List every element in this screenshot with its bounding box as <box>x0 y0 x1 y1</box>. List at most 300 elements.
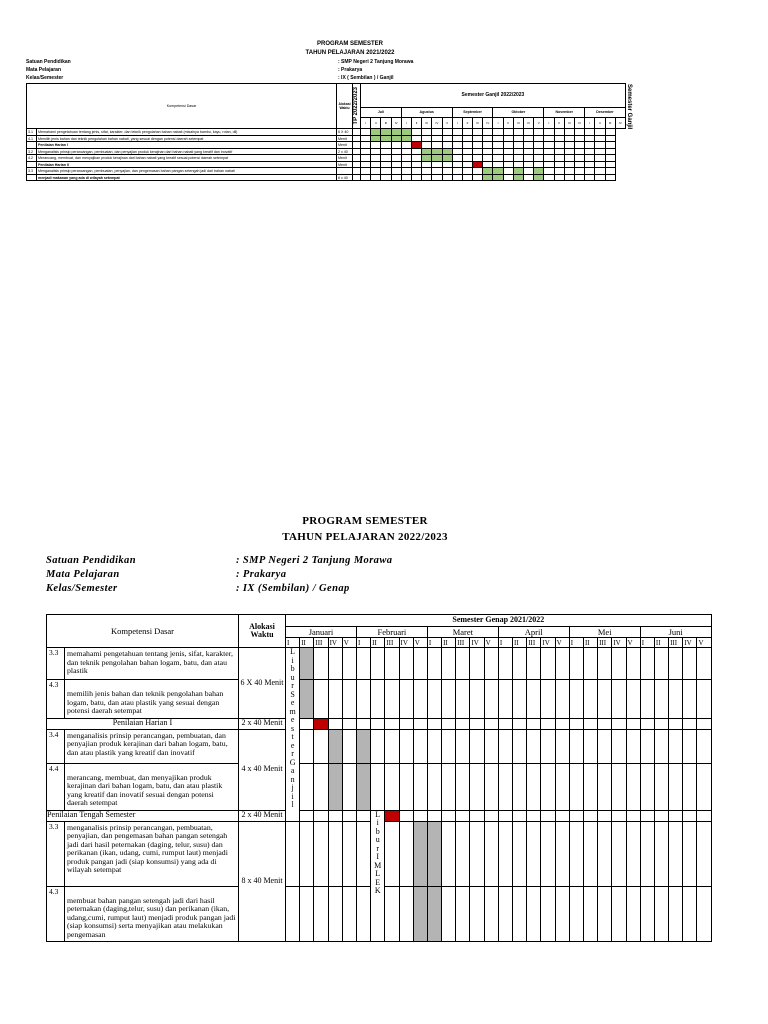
week-cell <box>300 821 314 886</box>
week-cell <box>583 810 597 821</box>
week-cell <box>342 886 356 942</box>
week-cell <box>356 718 370 729</box>
table-row <box>47 729 712 763</box>
week-cell <box>654 886 668 942</box>
week-cell <box>612 886 626 942</box>
week-cell <box>626 718 640 729</box>
top-meta-value: : Prakarya <box>338 67 363 73</box>
kd-number: 3.4 <box>47 729 65 763</box>
week-cell <box>626 680 640 719</box>
top-kd-number: 3.3 <box>27 168 37 175</box>
week-cell <box>683 718 697 729</box>
top-week-cell <box>442 174 452 181</box>
top-meta-value: : SMP Negeri 2 Tanjung Morawa <box>338 59 414 65</box>
week-cell <box>442 718 456 729</box>
week-cell <box>697 718 711 729</box>
kd-text: memilih jenis bahan dan teknik pengolahan bahan logam, batu, dan atau plastik yang sesuai dengan potensi daerah setempat <box>65 680 239 719</box>
week-cell <box>484 821 498 886</box>
week-cell <box>683 648 697 680</box>
week-cell <box>314 648 328 680</box>
week-cell <box>399 648 413 680</box>
week-cell <box>612 763 626 810</box>
top-side-right: Semester Ganjil <box>625 83 632 129</box>
table-row <box>47 718 712 729</box>
top-week-cell <box>513 174 523 181</box>
week-cell <box>697 680 711 719</box>
week-cell <box>654 763 668 810</box>
week-cell <box>683 886 697 942</box>
week-cell <box>314 821 328 886</box>
week-cell <box>513 718 527 729</box>
top-week-label: IV <box>524 118 534 129</box>
week-cell <box>456 886 470 942</box>
week-label: IV <box>612 638 626 648</box>
top-week-cell <box>473 174 483 181</box>
week-cell <box>669 886 683 942</box>
top-week-cell <box>371 174 381 181</box>
week-cell <box>328 821 342 886</box>
top-kd-text: menjadi makanan yang ada di wilayah setempat <box>37 174 337 181</box>
week-cell <box>385 763 399 810</box>
week-cell <box>669 810 683 821</box>
week-cell <box>513 886 527 942</box>
top-week-label: IV <box>574 118 584 129</box>
week-cell <box>286 821 300 886</box>
top-week-cell <box>361 174 371 181</box>
week-cell <box>569 810 583 821</box>
month-april: April <box>498 627 569 638</box>
week-cell <box>654 680 668 719</box>
top-week-label: II <box>371 118 381 129</box>
week-label: III <box>598 638 612 648</box>
week-cell <box>555 886 569 942</box>
top-alokasi: 6 x 40 <box>337 174 353 181</box>
week-cell <box>427 729 441 763</box>
week-cell <box>413 648 427 680</box>
week-cell <box>569 886 583 942</box>
week-cell <box>640 648 654 680</box>
top-side-left: TP 2022/2023 <box>353 87 359 125</box>
week-cell <box>640 718 654 729</box>
week-cell <box>484 763 498 810</box>
top-week-label: III <box>605 118 615 129</box>
top-week-label: II <box>462 118 472 129</box>
top-week-cell <box>524 174 534 181</box>
top-kd-text: Merancang, membuat, dan menyajikan produk kerajinan dari bahan nabati yang kreatif sesuai potensi daerah setempat <box>37 155 337 162</box>
top-week-label: III <box>564 118 574 129</box>
top-week-cell <box>452 174 462 181</box>
top-month: November <box>544 107 585 118</box>
libur-semester-label: L i b u r S e m e s t e r G a n j i l <box>286 648 300 822</box>
week-cell <box>314 886 328 942</box>
bottom-semester-header: Semester Genap 2021/2022 <box>286 615 712 627</box>
week-cell <box>300 886 314 942</box>
week-cell <box>371 729 385 763</box>
week-cell <box>300 810 314 821</box>
week-cell <box>513 680 527 719</box>
week-cell <box>498 729 512 763</box>
week-label: III <box>385 638 399 648</box>
week-cell <box>513 729 527 763</box>
week-cell <box>314 763 328 810</box>
week-cell <box>470 886 484 942</box>
week-label: V <box>342 638 356 648</box>
week-cell <box>470 763 484 810</box>
top-kd-number: 4.2 <box>27 155 37 162</box>
kd-text: merancang, membuat, dan menyajikan produk kerajinan dari bahan logam, batu, dan atau plastik yang kreatif dan inovatif sesuai dengan potensi daerah setempat <box>65 763 239 810</box>
top-week-label: III <box>381 118 391 129</box>
week-cell <box>314 810 328 821</box>
week-cell <box>413 763 427 810</box>
week-cell <box>640 680 654 719</box>
week-label: II <box>300 638 314 648</box>
top-month: Desember <box>585 107 626 118</box>
top-schedule-table <box>26 83 633 181</box>
kd-number: 4.3 <box>47 886 65 942</box>
top-kd-number: 3.2 <box>27 148 37 155</box>
top-kd-header: Kompetensi Dasar <box>27 84 337 129</box>
week-cell <box>626 729 640 763</box>
top-alokasi: Menit <box>337 155 353 162</box>
week-cell <box>669 763 683 810</box>
table-row <box>47 648 712 680</box>
week-cell <box>697 648 711 680</box>
week-cell <box>342 810 356 821</box>
top-week-label: II <box>503 118 513 129</box>
week-cell <box>385 648 399 680</box>
week-cell <box>555 763 569 810</box>
week-cell <box>385 821 399 886</box>
week-cell <box>385 810 399 821</box>
week-cell <box>527 810 541 821</box>
week-cell <box>399 680 413 719</box>
meta-value-mapel: : Prakarya <box>236 569 287 580</box>
week-label: V <box>484 638 498 648</box>
week-cell <box>498 648 512 680</box>
week-cell <box>385 718 399 729</box>
top-table-row <box>27 174 634 181</box>
top-kd-text: Memahami pengetahuan tentang jenis, sifat, karakter, dan teknik pengolahan bahan nabati (misalnya bambu, kayu, rotan, dll) <box>37 129 337 136</box>
meta-label-mapel: Mata Pelajaran <box>46 569 120 580</box>
top-week-cell <box>534 174 544 181</box>
week-cell <box>484 680 498 719</box>
alokasi-waktu: 4 x 40 Menit <box>239 729 286 810</box>
week-cell <box>399 821 413 886</box>
kd-text: menganalisis prinsip perancangan, pembuatan, penyajian, dan pengemasan bahan pangan setengah jadi dari hasil peternakan (daging, telur, susu) dan perikanan (ikan, udang, cumi, rumput laut) menjadi produk pangan jadi (siap konsumsi) yang ada di wilayah setempat <box>65 821 239 886</box>
week-cell <box>612 821 626 886</box>
meta-value-satuan: : SMP Negeri 2 Tanjung Morawa <box>236 555 393 566</box>
week-label: V <box>555 638 569 648</box>
week-cell <box>498 680 512 719</box>
top-week-label: I <box>401 118 411 129</box>
kd-text: membuat bahan pangan setengah jadi dari hasil peternakan (daging,telur, susu) dan perikanan (ikan, udang,cumi, rumput laut) menjadi produk pangan jadi (siap konsumsi) serta menyajikan atau melakukan pengemasan <box>65 886 239 942</box>
week-cell <box>541 821 555 886</box>
week-cell <box>286 886 300 942</box>
top-week-cell <box>432 174 442 181</box>
week-cell <box>513 821 527 886</box>
top-week-label: V <box>534 118 544 129</box>
week-cell <box>541 763 555 810</box>
top-title: PROGRAM SEMESTER <box>316 41 383 47</box>
week-label: I <box>356 638 370 648</box>
top-week-cell <box>462 174 472 181</box>
week-cell <box>413 729 427 763</box>
week-cell <box>356 729 370 763</box>
week-cell <box>399 763 413 810</box>
week-cell <box>697 821 711 886</box>
week-cell <box>640 821 654 886</box>
week-cell <box>683 810 697 821</box>
week-cell <box>371 648 385 680</box>
top-week-cell <box>391 174 401 181</box>
week-label: III <box>527 638 541 648</box>
week-cell <box>513 810 527 821</box>
week-cell <box>427 718 441 729</box>
week-cell <box>442 729 456 763</box>
week-label: V <box>697 638 711 648</box>
top-week-label: III <box>422 118 432 129</box>
top-week-cell <box>401 174 411 181</box>
week-cell <box>356 680 370 719</box>
week-cell <box>669 821 683 886</box>
bottom-sheet <box>0 500 768 939</box>
week-cell <box>328 729 342 763</box>
week-cell <box>427 821 441 886</box>
week-cell <box>697 729 711 763</box>
week-cell <box>598 763 612 810</box>
week-cell <box>697 810 711 821</box>
table-row <box>47 810 712 821</box>
week-cell <box>683 763 697 810</box>
week-cell <box>654 729 668 763</box>
week-cell <box>569 763 583 810</box>
week-cell <box>640 810 654 821</box>
week-cell <box>555 729 569 763</box>
week-label: II <box>654 638 668 648</box>
alokasi-waktu: 2 x 40 Menit <box>239 718 286 729</box>
week-cell <box>654 718 668 729</box>
top-week-cell <box>422 174 432 181</box>
week-label: I <box>427 638 441 648</box>
week-cell <box>328 680 342 719</box>
week-cell <box>669 680 683 719</box>
meta-label-satuan: Satuan Pendidikan <box>46 555 136 566</box>
week-cell <box>555 718 569 729</box>
month-mei: Mei <box>569 627 640 638</box>
week-cell <box>598 718 612 729</box>
top-alokasi-header: Alokasi Waktu <box>337 84 353 129</box>
week-label: V <box>626 638 640 648</box>
top-week-cell <box>574 174 584 181</box>
week-cell <box>456 718 470 729</box>
top-meta-label: Satuan Pendidikan <box>26 59 71 65</box>
week-cell <box>413 886 427 942</box>
top-week-label: IV <box>615 118 625 129</box>
week-cell <box>442 886 456 942</box>
week-cell <box>569 648 583 680</box>
alokasi-waktu: 2 x 40 Menit <box>239 810 286 821</box>
top-alokasi: 6 X 40 <box>337 129 353 136</box>
week-cell <box>456 648 470 680</box>
week-cell <box>626 648 640 680</box>
top-week-label: III <box>473 118 483 129</box>
week-cell <box>541 680 555 719</box>
week-cell <box>442 821 456 886</box>
week-cell <box>598 729 612 763</box>
top-kd-number <box>27 174 37 181</box>
top-week-label: I <box>585 118 595 129</box>
week-cell <box>583 729 597 763</box>
week-cell <box>555 821 569 886</box>
top-week-label: IV <box>391 118 401 129</box>
week-cell <box>541 810 555 821</box>
week-cell <box>342 729 356 763</box>
week-cell <box>527 648 541 680</box>
week-label: II <box>513 638 527 648</box>
week-cell <box>356 821 370 886</box>
week-cell <box>456 763 470 810</box>
table-row <box>47 680 712 719</box>
week-cell <box>683 680 697 719</box>
week-cell <box>413 680 427 719</box>
week-cell <box>583 718 597 729</box>
table-row <box>47 763 712 810</box>
week-cell <box>314 680 328 719</box>
week-cell <box>427 886 441 942</box>
week-cell <box>583 763 597 810</box>
week-cell <box>442 810 456 821</box>
week-cell <box>356 810 370 821</box>
week-cell <box>541 886 555 942</box>
top-meta-label: Kelas/Semester <box>26 75 64 81</box>
top-week-label: II <box>411 118 421 129</box>
week-cell <box>555 680 569 719</box>
week-label: II <box>442 638 456 648</box>
week-cell <box>498 821 512 886</box>
week-cell <box>342 821 356 886</box>
week-cell <box>569 821 583 886</box>
week-cell <box>371 718 385 729</box>
week-cell <box>484 648 498 680</box>
week-cell <box>527 763 541 810</box>
week-cell <box>498 886 512 942</box>
week-cell <box>513 648 527 680</box>
week-cell <box>612 648 626 680</box>
week-cell <box>300 763 314 810</box>
week-cell <box>498 718 512 729</box>
week-cell <box>683 821 697 886</box>
kd-number: 3.3 <box>47 648 65 680</box>
week-label: III <box>314 638 328 648</box>
top-week-cell <box>605 174 615 181</box>
week-cell <box>498 763 512 810</box>
week-cell <box>669 729 683 763</box>
top-kd-text: Menganalisis prinsip perancangan, pembuatan, penyajian, dan pengemasan bahan pangan setengah jadi dari bahan nabati <box>37 168 337 175</box>
kd-text: memahami pengetahuan tentang jenis, sifat, karakter, dan teknik pengolahan bahan logam, batu, dan atau plastik <box>65 648 239 680</box>
week-cell <box>427 648 441 680</box>
week-cell <box>598 886 612 942</box>
week-cell <box>342 680 356 719</box>
week-cell <box>442 763 456 810</box>
week-cell <box>300 648 314 680</box>
top-kd-text: Memilih jenis bahan dan teknik pengolahan bahan nabati, yang sesuai dengan potensi daerah setempat <box>37 135 337 142</box>
bottom-kd-header: Kompetensi Dasar <box>47 615 239 648</box>
top-week-cell <box>411 174 421 181</box>
top-week-cell <box>554 174 564 181</box>
month-januari: Januari <box>286 627 357 638</box>
week-cell <box>527 729 541 763</box>
week-cell <box>569 680 583 719</box>
week-cell <box>413 821 427 886</box>
week-cell <box>399 718 413 729</box>
alokasi-waktu: 6 X 40 Menit <box>239 648 286 719</box>
week-cell <box>427 680 441 719</box>
week-cell <box>640 763 654 810</box>
week-cell <box>555 810 569 821</box>
top-semester-header: Semester Ganjil 2022/2023 <box>361 84 626 108</box>
week-cell <box>413 810 427 821</box>
week-cell <box>527 821 541 886</box>
top-week-label: I <box>493 118 503 129</box>
week-cell <box>427 763 441 810</box>
week-cell <box>356 886 370 942</box>
top-kd-text: Menganalisis prinsip perancangan, pembuatan, dan penyajian produk kerajinan dari bahan nabati yang kreatif dan inovatif <box>37 148 337 155</box>
top-week-label: I <box>452 118 462 129</box>
top-week-label: II <box>554 118 564 129</box>
week-cell <box>342 648 356 680</box>
week-label: I <box>498 638 512 648</box>
top-week-cell <box>483 174 493 181</box>
kd-text: menganalisis prinsip perancangan, pembuatan, dan penyajian produk kerajinan dari bahan logam, batu, dan atau plastik yang kreatif dan inovatif <box>65 729 239 763</box>
week-label: IV <box>470 638 484 648</box>
kd-number: 3.3 <box>47 821 65 886</box>
week-cell <box>612 810 626 821</box>
week-label: I <box>286 638 300 648</box>
week-cell <box>356 648 370 680</box>
top-sheet <box>0 0 768 180</box>
week-cell <box>626 886 640 942</box>
top-week-cell <box>595 174 605 181</box>
top-meta-value: : IX ( Sembilan ) / Ganjil <box>338 75 394 81</box>
week-cell <box>484 718 498 729</box>
bottom-subtitle: TAHUN PELAJARAN 2022/2023 <box>282 531 448 543</box>
week-cell <box>328 763 342 810</box>
week-cell <box>342 718 356 729</box>
week-label: IV <box>399 638 413 648</box>
week-cell <box>654 821 668 886</box>
week-cell <box>541 648 555 680</box>
week-cell <box>470 729 484 763</box>
week-cell <box>598 810 612 821</box>
week-cell <box>484 886 498 942</box>
week-cell <box>371 763 385 810</box>
week-cell <box>541 718 555 729</box>
top-month: Oktober <box>493 107 544 118</box>
week-cell <box>541 729 555 763</box>
assessment-label: Penilaian Tengah Semester <box>47 810 239 821</box>
week-cell <box>583 680 597 719</box>
week-cell <box>442 680 456 719</box>
top-week-cell <box>503 174 513 181</box>
week-cell <box>484 729 498 763</box>
top-alokasi: Menit <box>337 142 353 149</box>
top-alokasi: 2 x 40 <box>337 148 353 155</box>
bottom-schedule-table <box>46 614 712 942</box>
week-cell <box>356 763 370 810</box>
top-week-label: III <box>513 118 523 129</box>
month-juni: Juni <box>640 627 711 638</box>
week-cell <box>300 729 314 763</box>
